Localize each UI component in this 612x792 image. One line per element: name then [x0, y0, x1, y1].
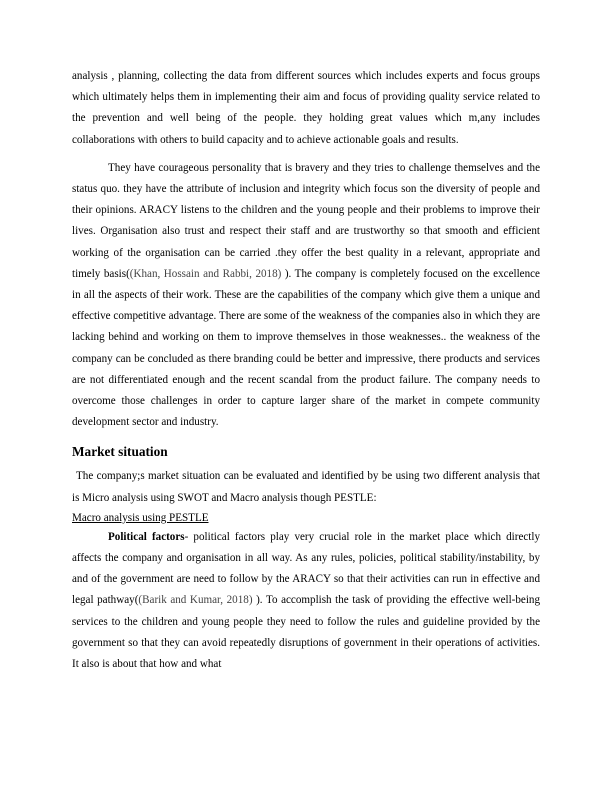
paragraph-text: analysis , planning, collecting the data from different sources which includes experts and focus groups which ultimately helps them in implementing their aim and focus of providing quality service related to the prevention and well being of the people. they holding great values which m,any includes collaborations with others to build capacity and to achieve actionable goals and results. — [72, 70, 540, 146]
paragraph-political-factors — [72, 527, 540, 675]
paragraph-text: ). To accomplish the task of providing the effective well-being services to the children and young people they need to follow the rules and guideline provided by the government so that they can avoid repeatedly disruptions of government in their operations of activities. It also is about that how and what — [72, 594, 541, 671]
paragraph-text: The company;s market situation can be evaluated and identified by be using two different analysis that is Micro analysis using SWOT and Macro analysis though PESTLE: — [72, 470, 540, 504]
heading-market-situation: Market situation — [72, 444, 168, 460]
document-page — [72, 66, 540, 675]
paragraph-text: ). The company is completely focused on the excellence in all the aspects of their work. These are the capabilities of the company which give them a unique and effective competitive advantage. There are some of the weakness of the companies also in which they are lacking behind and working on them to improve themselves in those weaknesses.. the weakness of the company can be concluded as there branding could be better and impressive, there products and services are not differentiated enough and the recent scandal from the product failure. The company needs to overcome those challenges in order to capture larger share of the market in compete community development sector and industry. — [72, 267, 540, 429]
paragraph-organisation-values — [72, 66, 540, 151]
paragraph-text: - political factors play very crucial role in the market place which directly affects the company and organisation in all way. As any rules, policies, political stability/instability, by and of the government are need to follow by the ARACY so that their activities can run in effective and legal pathway( — [72, 530, 541, 607]
term-political-factors: Political factors — [108, 530, 185, 543]
paragraph-text: They have courageous personality that is bravery and they tries to challenge themselves and the status quo. they have the attribute of inclusion and integrity which focus son the diversity of people and their opinions. ARACY listens to the children and the young people and their problems to improve their lives. Organisation also trust and respect their staff and are trustworthy so that smooth and efficient working of the organisation can be carried .they offer the best quality in a relevant, appropriate and timely basis( — [72, 161, 540, 280]
subheading-macro-analysis: Macro analysis using PESTLE — [72, 511, 209, 524]
citation-khan-2018: (Khan, Hossain and Rabbi, 2018) — [129, 267, 282, 280]
citation-barik-2018: (Barik and Kumar, 2018) — [138, 594, 253, 607]
paragraph-market-situation — [72, 466, 540, 508]
paragraph-capabilities-weaknesses — [72, 158, 540, 434]
